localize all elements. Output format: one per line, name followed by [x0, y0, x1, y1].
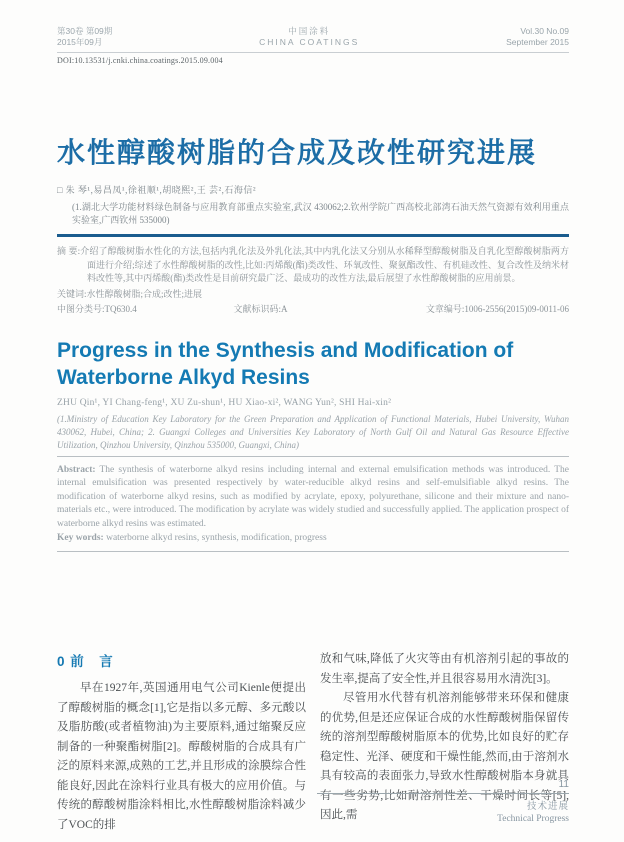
header-volume-issue-en	[506, 26, 569, 48]
volume-issue-cn: 第30卷 第09期	[57, 26, 113, 36]
left-column	[57, 650, 306, 835]
classification-row	[57, 303, 569, 316]
journal-name-cn: 中国涂料	[288, 26, 331, 36]
keywords-en-label: Key words:	[57, 533, 104, 543]
affiliation-en: (1.Ministry of Education Key Laboratory for the Green Preparation and Application of Functional Materials, Hubei University, Wuhan 430062, Hubei, China; 2. Guangxi Colleges and Universities Key Laboratory of North Gulf Oil and Natural Gas Resource Effective Utilization, Qinzhou University, Qinzhou 535000, Guangxi, China)	[57, 413, 569, 450]
section-0-heading: 0 前 言	[57, 654, 114, 669]
abstract-cn-text: 介绍了醇酸树脂水性化的方法,包括内乳化法及外乳化法,其中内乳化法又分别从水稀释型醇酸树脂及自乳化型醇酸树脂两方面进行介绍;综述了水性醇酸树脂的改性,比如:丙烯酸(酯)类改性、环氧改性、聚氨酯改性、有机硅改性、复合改性及纳米材料改性等,其中丙烯酸(酯)类改性是目前研究最广泛、最成功的改性方法,最后展望了水性醇酸树脂的应用前景。	[80, 246, 569, 283]
journal-header	[57, 26, 569, 53]
header-journal-name	[259, 26, 359, 48]
keywords-en	[57, 532, 569, 546]
document-code: 文献标识码:A	[233, 303, 288, 314]
abstract-cn-label: 摘 要:	[57, 246, 81, 256]
paragraph-right-1: 放和气味,降低了火灾等由有机溶剂引起的事故的发生率,提高了安全性,并且很容易用水清洗[3]。	[320, 653, 569, 685]
article-title-cn: 水性醇酸树脂的合成及改性研究进展	[57, 137, 538, 168]
clc-number: 中图分类号:TQ630.4	[57, 303, 137, 314]
abstract-en	[57, 464, 569, 532]
paragraph-right-2: 尽管用水代替有机溶剂能够带来环保和健康的优势,但是还应保证合成的水性醇酸树脂保留传统的溶剂型醇酸树脂原本的优势,比如良好的贮存稳定性、光泽、硬度和干燥性能,然而,由于溶剂水具有较高的表面张力,导致水性醇酸树脂本身就具有一些劣势,比如耐溶剂性差、干燥时间长等[5],因此,需	[320, 692, 569, 821]
journal-name-en: CHINA COATINGS	[259, 37, 360, 47]
keywords-cn	[57, 288, 569, 301]
keywords-en-text: waterborne alkyd resins, synthesis, modification, progress	[103, 533, 327, 543]
date-cn: 2015年09月	[57, 37, 103, 47]
date-en: September 2015	[506, 37, 569, 47]
authors-en: ZHU Qin¹, YI Chang-feng¹, XU Zu-shun¹, HU Xiao-xi², WANG Yun², SHI Hai-xin²	[57, 397, 392, 408]
affiliation-cn: (1.湖北大学功能材料绿色制备与应用教育部重点实验室,武汉 430062;2.钦州学院广西高校北部湾石油天然气资源有效利用重点实验室,广西钦州 535000)	[72, 202, 569, 225]
article-title-en: Progress in the Synthesis and Modification of Waterborne Alkyd Resins	[57, 338, 514, 389]
abstract-en-text: The synthesis of waterborne alkyd resins including internal and external emulsification methods was introduced. The internal emulsification was presented respectively by water-reducible alkyd resins and self-emulsifiable alkyd resins. The modification of waterborne alkyd resins, such as modified by acrylate, epoxy, polyurethane, silicone and their mixture and nano-materials etc., were introduced. The modification by acrylate was widely studied and successfully applied. The application prospect of waterborne alkyd resins was estimated.	[57, 464, 569, 529]
footer-column-en: Technical Progress	[497, 814, 569, 824]
volume-issue-en: Vol.30 No.09	[520, 26, 569, 36]
front-matter	[57, 26, 569, 552]
page-number: 11	[317, 779, 569, 794]
header-volume-issue-cn	[57, 26, 112, 48]
abstract-en-label: Abstract:	[57, 464, 96, 475]
blue-divider	[57, 234, 569, 237]
page-footer	[317, 779, 569, 824]
abstract-cn	[57, 245, 569, 286]
keywords-cn-label: 关键词:	[57, 288, 87, 299]
divider-below-keywords-en	[57, 551, 569, 552]
divider-above-abstract-en	[57, 456, 569, 457]
authors-cn: □ 朱 琴¹,易昌凤¹,徐祖顺¹,胡晓熙²,王 芸²,石海信²	[57, 185, 257, 195]
footer-column-cn: 技术进展	[526, 801, 569, 812]
doi: DOI:10.13531/j.cnki.china.coatings.2015.09.004	[57, 56, 223, 65]
keywords-cn-text: 水性醇酸树脂;合成;改性;进展	[86, 288, 203, 299]
article-id: 文章编号:1006-2556(2015)09-0011-06	[425, 303, 569, 314]
paragraph-left-1: 早在1927年,英国通用电气公司Kienle便提出了醇酸树脂的概念[1],它是指以多元醇、多元酸以及脂肪酸(或者植物油)为主要原料,通过缩聚反应制备的一种聚酯树脂[2]。醇酸树脂的合成具有广泛的原料来源,成熟的工艺,并且形成的涂膜综合性能良好,因此在涂料行业具有极大的应用价值。与传统的醇酸树脂涂料相比,水性醇酸树脂涂料减少了VOC的排	[57, 682, 306, 831]
